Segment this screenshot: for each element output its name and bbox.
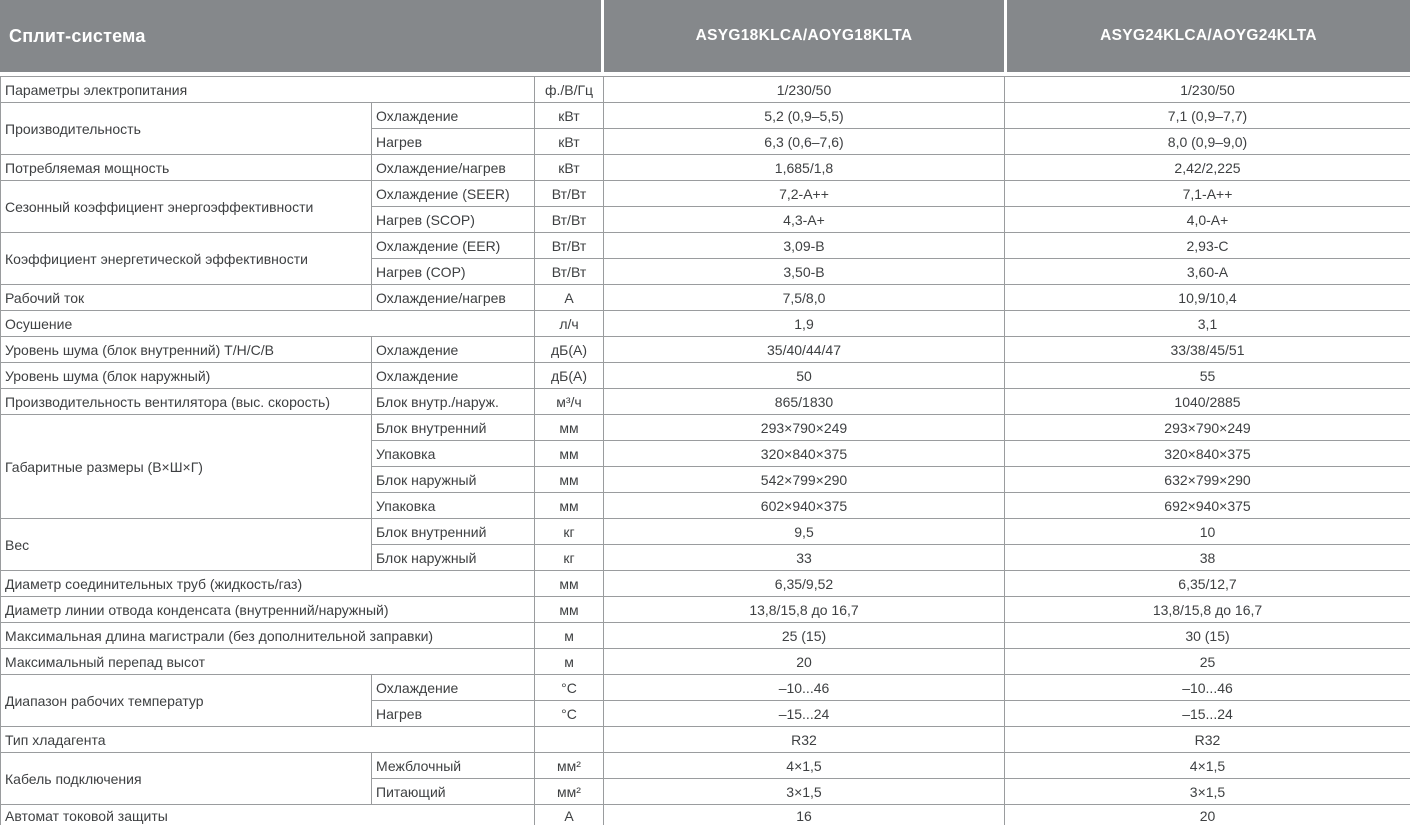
table-row (1, 389, 1410, 415)
unit-cell: А (535, 805, 604, 825)
value-cell-model-2: 38 (1005, 545, 1410, 571)
table-row (1, 337, 1410, 363)
unit-cell: мм (535, 571, 604, 597)
unit-cell: кВт (535, 129, 604, 155)
value-cell-model-2: 13,8/15,8 до 16,7 (1005, 597, 1410, 623)
param-label: Тип хладагента (1, 727, 535, 753)
sub-param-label: Охлаждение (EER) (372, 233, 535, 259)
unit-cell: кг (535, 519, 604, 545)
table-row (1, 311, 1410, 337)
value-cell-model-1: 6,35/9,52 (604, 571, 1005, 597)
unit-cell: А (535, 285, 604, 311)
value-cell-model-2: 692×940×375 (1005, 493, 1410, 519)
param-label: Сезонный коэффициент энергоэффективности (1, 181, 372, 233)
param-label: Уровень шума (блок внутренний) Т/Н/С/В (1, 337, 372, 363)
value-cell-model-1: 320×840×375 (604, 441, 1005, 467)
param-label: Параметры электропитания (1, 77, 535, 103)
sub-param-label: Блок внутренний (372, 415, 535, 441)
table-header-band (0, 0, 1410, 72)
sub-param-label: Блок внутренний (372, 519, 535, 545)
table-row (1, 363, 1410, 389)
value-cell-model-2: –10...46 (1005, 675, 1410, 701)
param-label: Осушение (1, 311, 535, 337)
unit-cell: м (535, 623, 604, 649)
value-cell-model-2: 320×840×375 (1005, 441, 1410, 467)
table-row (1, 597, 1410, 623)
value-cell-model-2: 632×799×290 (1005, 467, 1410, 493)
sub-param-label: Блок наружный (372, 467, 535, 493)
sub-param-label: Охлаждение (372, 363, 535, 389)
unit-cell: дБ(А) (535, 337, 604, 363)
param-label: Диаметр линии отвода конденсата (внутренний/наружный) (1, 597, 535, 623)
unit-cell: мм² (535, 779, 604, 805)
param-label: Рабочий ток (1, 285, 372, 311)
unit-cell: дБ(А) (535, 363, 604, 389)
table-row (1, 77, 1410, 103)
spec-table (0, 76, 1410, 825)
sub-param-label: Охлаждение (372, 103, 535, 129)
sub-param-label: Охлаждение/нагрев (372, 155, 535, 181)
table-row (1, 753, 1410, 779)
value-cell-model-2: R32 (1005, 727, 1410, 753)
table-row (1, 155, 1410, 181)
value-cell-model-1: –10...46 (604, 675, 1005, 701)
value-cell-model-1: 3,50-B (604, 259, 1005, 285)
param-label: Диаметр соединительных труб (жидкость/газ) (1, 571, 535, 597)
sub-param-label: Нагрев (372, 129, 535, 155)
value-cell-model-1: 1,685/1,8 (604, 155, 1005, 181)
param-label: Вес (1, 519, 372, 571)
param-label: Производительность (1, 103, 372, 155)
table-row (1, 181, 1410, 207)
value-cell-model-1: 35/40/44/47 (604, 337, 1005, 363)
table-row (1, 415, 1410, 441)
value-cell-model-2: 4,0-A+ (1005, 207, 1410, 233)
value-cell-model-1: 4×1,5 (604, 753, 1005, 779)
unit-cell: кг (535, 545, 604, 571)
table-row (1, 727, 1410, 753)
value-cell-model-2: 10,9/10,4 (1005, 285, 1410, 311)
value-cell-model-2: 3,60-A (1005, 259, 1410, 285)
unit-cell: м³/ч (535, 389, 604, 415)
sub-param-label: Охлаждение (372, 337, 535, 363)
value-cell-model-2: 4×1,5 (1005, 753, 1410, 779)
value-cell-model-2: 1/230/50 (1005, 77, 1410, 103)
param-label: Габаритные размеры (В×Ш×Г) (1, 415, 372, 519)
unit-cell (535, 727, 604, 753)
sub-param-label: Охлаждение (372, 675, 535, 701)
unit-cell: мм² (535, 753, 604, 779)
model-column-header-1: ASYG18KLCA/AOYG18KLTA (604, 0, 1004, 72)
unit-cell: м (535, 649, 604, 675)
value-cell-model-2: 20 (1005, 805, 1410, 825)
param-label: Коэффициент энергетической эффективности (1, 233, 372, 285)
table-row (1, 519, 1410, 545)
unit-cell: °C (535, 675, 604, 701)
value-cell-model-1: –15...24 (604, 701, 1005, 727)
unit-cell: мм (535, 493, 604, 519)
value-cell-model-1: 50 (604, 363, 1005, 389)
unit-cell: Вт/Вт (535, 181, 604, 207)
value-cell-model-1: 5,2 (0,9–5,5) (604, 103, 1005, 129)
value-cell-model-1: 865/1830 (604, 389, 1005, 415)
unit-cell: мм (535, 467, 604, 493)
value-cell-model-1: 13,8/15,8 до 16,7 (604, 597, 1005, 623)
value-cell-model-2: 7,1-A++ (1005, 181, 1410, 207)
unit-cell: кВт (535, 155, 604, 181)
param-label: Производительность вентилятора (выс. скорость) (1, 389, 372, 415)
value-cell-model-2: 3×1,5 (1005, 779, 1410, 805)
sub-param-label: Упаковка (372, 441, 535, 467)
table-row (1, 623, 1410, 649)
value-cell-model-1: 7,2-A++ (604, 181, 1005, 207)
value-cell-model-2: 2,93-C (1005, 233, 1410, 259)
table-corner-title: Сплит-система (0, 0, 601, 72)
value-cell-model-2: 1040/2885 (1005, 389, 1410, 415)
unit-cell: Вт/Вт (535, 207, 604, 233)
table-row (1, 649, 1410, 675)
sub-param-label: Охлаждение (SEER) (372, 181, 535, 207)
value-cell-model-2: 7,1 (0,9–7,7) (1005, 103, 1410, 129)
table-row (1, 285, 1410, 311)
value-cell-model-1: 3×1,5 (604, 779, 1005, 805)
table-row (1, 103, 1410, 129)
value-cell-model-1: 25 (15) (604, 623, 1005, 649)
table-row (1, 571, 1410, 597)
value-cell-model-2: 6,35/12,7 (1005, 571, 1410, 597)
value-cell-model-1: 9,5 (604, 519, 1005, 545)
sub-param-label: Блок наружный (372, 545, 535, 571)
value-cell-model-1: 602×940×375 (604, 493, 1005, 519)
unit-cell: ф./В/Гц (535, 77, 604, 103)
value-cell-model-2: 33/38/45/51 (1005, 337, 1410, 363)
value-cell-model-1: 4,3-A+ (604, 207, 1005, 233)
sub-param-label: Нагрев (COP) (372, 259, 535, 285)
param-label: Диапазон рабочих температур (1, 675, 372, 727)
unit-cell: мм (535, 415, 604, 441)
value-cell-model-1: 20 (604, 649, 1005, 675)
value-cell-model-1: 6,3 (0,6–7,6) (604, 129, 1005, 155)
value-cell-model-1: 7,5/8,0 (604, 285, 1005, 311)
value-cell-model-1: 1,9 (604, 311, 1005, 337)
value-cell-model-1: 542×799×290 (604, 467, 1005, 493)
table-row (1, 805, 1410, 825)
value-cell-model-1: 1/230/50 (604, 77, 1005, 103)
sub-param-label: Нагрев (SCOP) (372, 207, 535, 233)
unit-cell: Вт/Вт (535, 233, 604, 259)
unit-cell: кВт (535, 103, 604, 129)
unit-cell: мм (535, 441, 604, 467)
value-cell-model-2: 8,0 (0,9–9,0) (1005, 129, 1410, 155)
table-row (1, 233, 1410, 259)
param-label: Максимальная длина магистрали (без дополнительной заправки) (1, 623, 535, 649)
value-cell-model-2: 10 (1005, 519, 1410, 545)
model-column-header-2: ASYG24KLCA/AOYG24KLTA (1007, 0, 1410, 72)
value-cell-model-1: 293×790×249 (604, 415, 1005, 441)
value-cell-model-2: 2,42/2,225 (1005, 155, 1410, 181)
value-cell-model-2: 25 (1005, 649, 1410, 675)
sub-param-label: Питающий (372, 779, 535, 805)
value-cell-model-1: R32 (604, 727, 1005, 753)
param-label: Максимальный перепад высот (1, 649, 535, 675)
value-cell-model-1: 3,09-B (604, 233, 1005, 259)
sub-param-label: Межблочный (372, 753, 535, 779)
unit-cell: °C (535, 701, 604, 727)
table-row (1, 675, 1410, 701)
param-label: Уровень шума (блок наружный) (1, 363, 372, 389)
sub-param-label: Нагрев (372, 701, 535, 727)
param-label: Кабель подключения (1, 753, 372, 805)
value-cell-model-2: 30 (15) (1005, 623, 1410, 649)
value-cell-model-2: 3,1 (1005, 311, 1410, 337)
value-cell-model-2: 55 (1005, 363, 1410, 389)
unit-cell: Вт/Вт (535, 259, 604, 285)
value-cell-model-1: 16 (604, 805, 1005, 825)
unit-cell: л/ч (535, 311, 604, 337)
value-cell-model-1: 33 (604, 545, 1005, 571)
sub-param-label: Упаковка (372, 493, 535, 519)
value-cell-model-2: –15...24 (1005, 701, 1410, 727)
spec-table-body (1, 77, 1410, 825)
param-label: Автомат токовой защиты (1, 805, 535, 825)
param-label: Потребляемая мощность (1, 155, 372, 181)
sub-param-label: Охлаждение/нагрев (372, 285, 535, 311)
unit-cell: мм (535, 597, 604, 623)
sub-param-label: Блок внутр./наруж. (372, 389, 535, 415)
value-cell-model-2: 293×790×249 (1005, 415, 1410, 441)
